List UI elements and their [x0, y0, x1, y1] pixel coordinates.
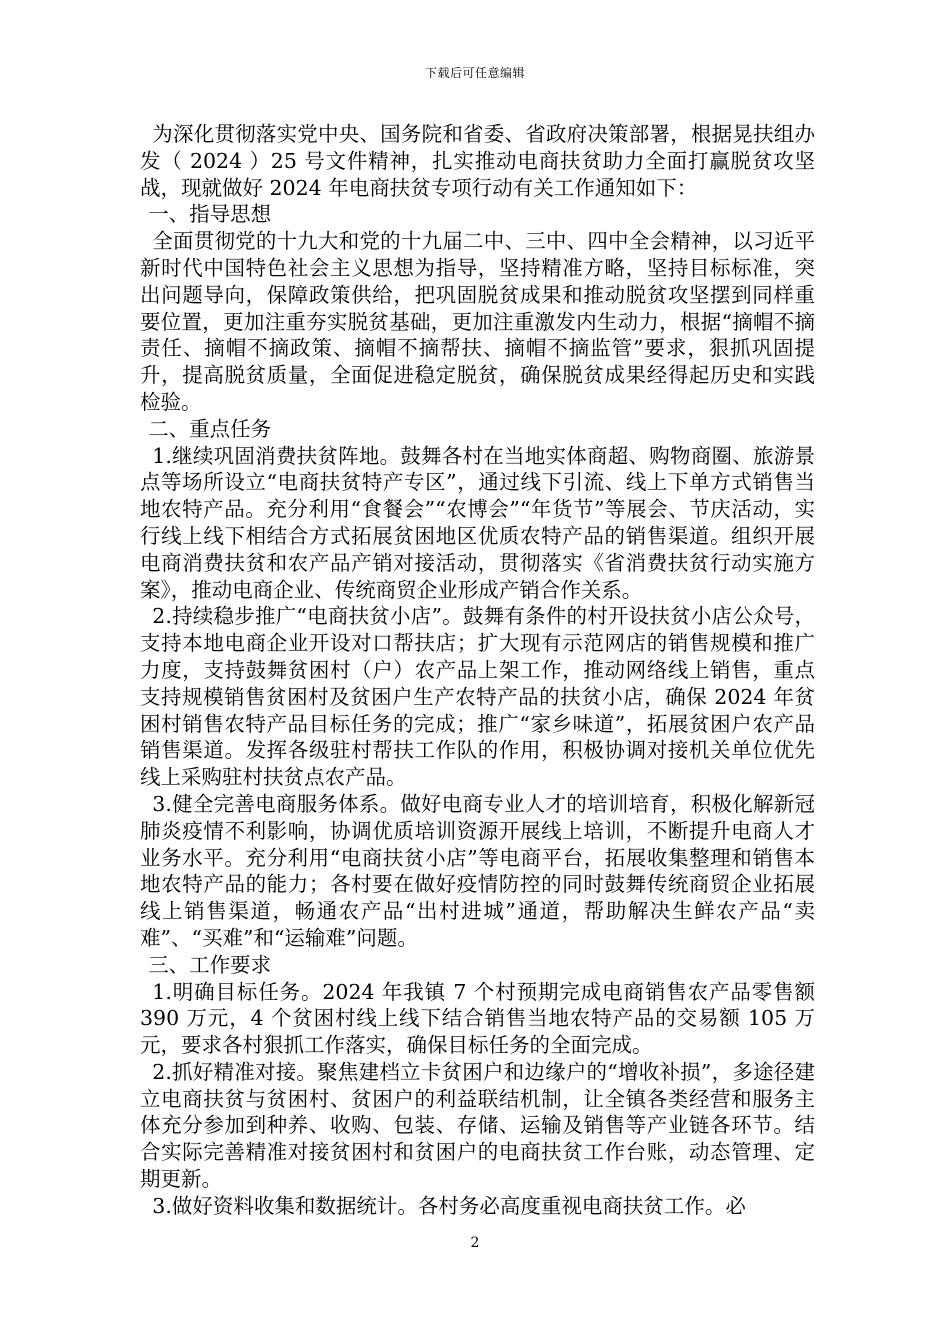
document-body — [140, 121, 815, 1220]
section-heading-work-requirements: 三、工作要求 — [148, 952, 272, 977]
key-task-1-paragraph: 1.继续巩固消费扶贫阵地。鼓舞各村在当地实体商超、购物商圈、旅游景点等场所设立“电商扶贫特产专区”，通过线下引流、线上下单方式销售当地农特产品。充分利用“食餐会”“农博会”“年货节”等展会、节庆活动，实行线上线下相结合方式拓展贫困地区优质农特产品的销售渠道。组织开展电商消费扶贫和农产品产销对接活动，贯彻落实《省消费扶贫行动实施方案》，推动电商企业、传统商贸企业形成产销合作关系。 — [140, 443, 815, 602]
requirement-2-paragraph: 2.抓好精准对接。聚焦建档立卡贫困户和边缘户的“增收补损”，多途径建立电商扶贫与贫困村、贫困户的利益联结机制，让全镇各类经营和服务主体充分参加到种养、收购、包装、存储、运输及销售等产业链各环节。结合实际完善精准对接贫困村和贫困户的电商扶贫工作台账，动态管理、定期更新。 — [140, 1059, 815, 1192]
section-heading-guiding-ideology: 一、指导思想 — [148, 202, 272, 227]
requirement-1-paragraph: 1.明确目标任务。2024 年我镇 7 个村预期完成电商销售农产品零售额 390 万元，4 个贫困村线上线下结合销售当地农特产品的交易额 105 万元，要求各村狠抓工作落实，确保目标任务的全面完成。 — [140, 979, 815, 1058]
key-task-2-paragraph: 2.持续稳步推广“电商扶贫小店”。鼓舞有条件的村开设扶贫小店公众号，支持本地电商企业开设对口帮扶店；扩大现有示范网店的销售规模和推广力度，支持鼓舞贫困村（户）农产品上架工作，推动网络线上销售，重点支持规模销售贫困村及贫困户生产农特产品的扶贫小店，确保 2024 年贫困村销售农特产品目标任务的完成；推广“家乡味道”，拓展贫困户农产品销售渠道。发挥各级驻村帮扶工作队的作用，积极协调对接机关单位优先线上采购驻村扶贫点农产品。 — [140, 604, 815, 790]
guiding-ideology-paragraph: 全面贯彻党的十九大和党的十九届二中、三中、四中全会精神，以习近平新时代中国特色社会主义思想为指导，坚持精准方略，坚持目标标准，突出问题导向，保障政策供给，把巩固脱贫成果和推动脱贫攻坚摆到同样重要位置，更加注重夯实脱贫基础，更加注重激发内生动力，根据“摘帽不摘责任、摘帽不摘政策、摘帽不摘帮扶、摘帽不摘监管”要求，狠抓巩固提升，提高脱贫质量，全面促进稳定脱贫，确保脱贫成果经得起历史和实践检验。 — [140, 229, 815, 414]
section-heading-key-tasks: 二、重点任务 — [148, 416, 272, 441]
requirement-3-paragraph: 3.做好资料收集和数据统计。各村务必高度重视电商扶贫工作。必 — [152, 1193, 746, 1218]
intro-paragraph: 为深化贯彻落实党中央、国务院和省委、省政府决策部署，根据晃扶组办发（ 2024 ）25 号文件精神，扎实推动电商扶贫助力全面打赢脱贫攻坚战，现就做好 2024 年电商扶贫专项行动有关工作通知如下： — [140, 122, 815, 200]
page-number: 2 — [470, 1235, 480, 1251]
page-header: 下载后可任意编辑 — [424, 66, 525, 80]
key-task-3-paragraph: 3.健全完善电商服务体系。做好电商专业人才的培训培育，积极化解新冠肺炎疫情不利影响，协调优质培训资源开展线上培训，不断提升电商人才业务水平。充分利用“电商扶贫小店”等电商平台，拓展收集整理和销售本地农特产品的能力；各村要在做好疫情防控的同时鼓舞传统商贸企业拓展线上销售渠道，畅通农产品“出村进城”通道，帮助解决生鲜农产品“卖难”、“买难”和“运输难”问题。 — [140, 791, 815, 950]
